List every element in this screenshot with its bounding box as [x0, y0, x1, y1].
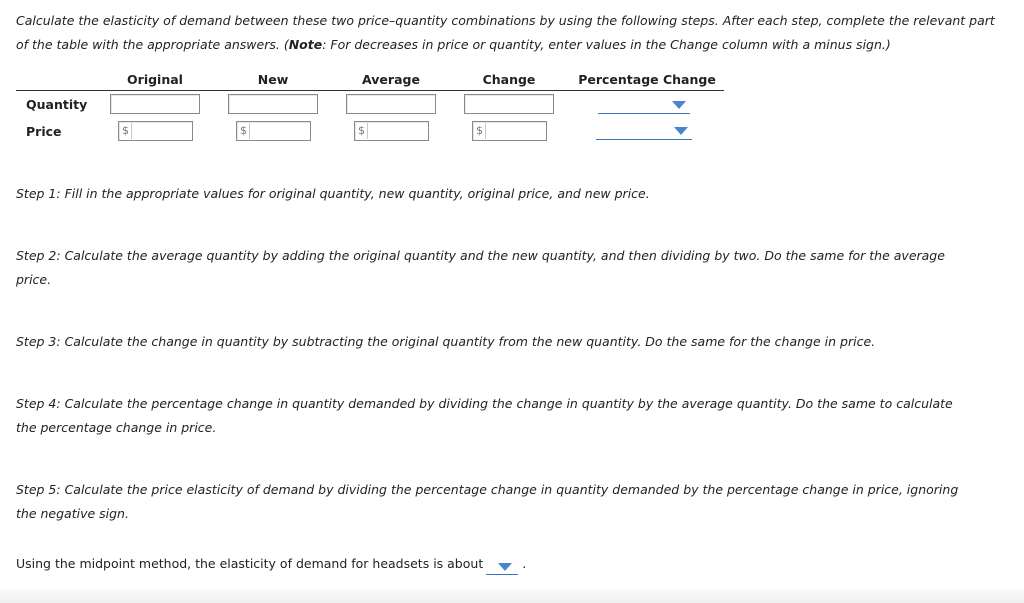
footer-bar — [0, 589, 1024, 603]
quantity-percentage-change-dropdown[interactable] — [598, 97, 690, 114]
header-original: Original — [127, 72, 183, 87]
quantity-average-input[interactable] — [346, 94, 436, 114]
final-period: . — [522, 556, 527, 571]
row-label-price: Price — [26, 124, 62, 139]
instructions — [16, 9, 1006, 57]
price-average-input[interactable] — [354, 121, 429, 141]
elasticity-dropdown[interactable] — [486, 560, 518, 575]
currency-symbol: $ — [356, 123, 368, 139]
currency-symbol: $ — [120, 123, 132, 139]
row-label-quantity: Quantity — [26, 97, 88, 112]
currency-symbol: $ — [474, 123, 486, 139]
step-4: Step 4: Calculate the percentage change in quantity demanded by dividing the change in quantity by the average quantity. Do the same to calculate the percentage change in price. — [16, 396, 953, 435]
chevron-down-icon — [674, 127, 688, 135]
header-divider — [16, 90, 724, 91]
chevron-down-icon — [672, 101, 686, 109]
step-3: Step 3: Calculate the change in quantity by subtracting the original quantity from the new quantity. Do the same for the change in price. — [16, 334, 876, 349]
header-new: New — [257, 72, 289, 87]
price-new-input[interactable] — [236, 121, 311, 141]
step-2: Step 2: Calculate the average quantity by adding the original quantity and the new quantity, and then dividing by two. Do the same for the average price. — [16, 248, 945, 287]
quantity-original-input[interactable] — [110, 94, 200, 114]
quantity-new-input[interactable] — [228, 94, 318, 114]
price-percentage-change-dropdown[interactable] — [596, 123, 692, 140]
currency-symbol: $ — [238, 123, 250, 139]
final-question-text: Using the midpoint method, the elasticity of demand for headsets is about — [16, 556, 484, 571]
final-question — [16, 553, 526, 575]
instructions-text: Calculate the elasticity of demand between these two price–quantity combinations by using the following steps. After each step, complete the relevant part of the table with the appropriate answers. ( — [16, 13, 995, 52]
note-text: : For decreases in price or quantity, enter values in the Change column with a minus sign.) — [322, 37, 891, 52]
header-percentage-change: Percentage Change — [578, 72, 716, 87]
chevron-down-icon — [498, 563, 512, 571]
header-average: Average — [362, 72, 420, 87]
step-1: Step 1: Fill in the appropriate values for original quantity, new quantity, original price, and new price. — [16, 186, 650, 201]
note-label: Note — [288, 37, 323, 52]
quantity-change-input[interactable] — [464, 94, 554, 114]
price-original-input[interactable] — [118, 121, 193, 141]
price-change-input[interactable] — [472, 121, 547, 141]
header-change: Change — [482, 72, 536, 87]
step-5: Step 5: Calculate the price elasticity of demand by dividing the percentage change in quantity demanded by the percentage change in price, ignoring the negative sign. — [16, 482, 959, 521]
